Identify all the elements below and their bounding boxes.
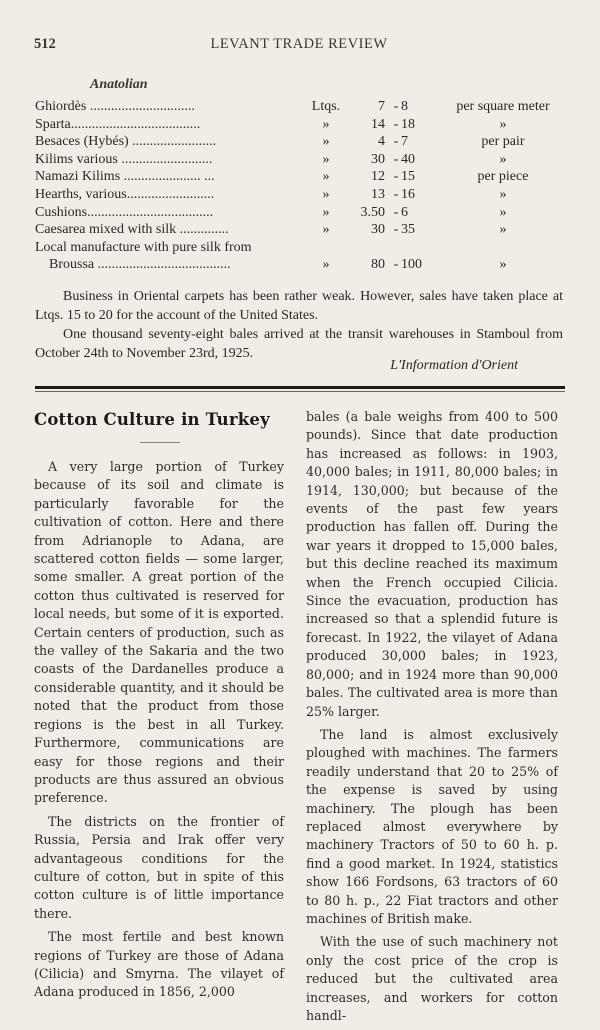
title-underline xyxy=(140,442,180,443)
price-per: » xyxy=(499,222,507,238)
price-low: 12 xyxy=(371,169,385,185)
paragraph: One thousand seventy-eight bales arrived at the transit warehouses in Stamboul from October 24th to November 23rd, 1925. xyxy=(35,327,563,361)
currency-unit: » xyxy=(322,169,330,185)
range-dash: - xyxy=(393,222,399,238)
price-row xyxy=(35,204,565,222)
paragraph: The land is almost exclusively ploughed with machines. The farmers readily understand that 20 to 25% of the expense is saved by using machinery. The plough has been replaced almost everywhere by machinery Tractors of 50 to 60 h. p. find a good market. In 1924, statistics show 166 Fordsons, 63 tractors of 60 to 80 h. p., 22 Fiat tractors and other machines of British make. xyxy=(306,726,558,926)
price-high: 15 xyxy=(401,169,415,185)
range-dash: - xyxy=(393,116,399,132)
price-per: » xyxy=(499,186,507,202)
price-high: 8 xyxy=(401,99,408,114)
currency-unit: » xyxy=(322,204,330,220)
section-divider-thick xyxy=(35,386,565,389)
price-row xyxy=(35,116,565,134)
price-low: 14 xyxy=(371,116,385,132)
paragraph: bales (a bale weighs from 400 to 500 pounds). Since that date production has increased as follows: in 1903, 40,000 bales; in 1911, 80,000 bales; in 1914, 130,000; but because of the events of the past few years production has fallen off. During the war years it dropped to 15,000 bales, but this decline reached its maximum when the French occupied Cilicia. Since the evacuation, production has increased so that a splendid future is forecast. In 1922, the vilayet of Adana produced 30,000 bales; in 1923, 80,000; and in 1924 more than 90,000 bales. The cultivated area is more than 25% larger. xyxy=(306,409,558,719)
price-row xyxy=(35,221,565,239)
article-left-column xyxy=(34,458,284,1007)
paragraph: The most fertile and best known regions of Turkey are those of Adana (Cilicia) and Smyrna. The vilayet of Adana produced in 1856, 2,000 xyxy=(34,929,284,1000)
range-dash: - xyxy=(393,151,399,167)
price-high: 7 xyxy=(401,134,408,150)
item-name: Ghiordès .............................. xyxy=(35,99,195,114)
price-per: » xyxy=(499,257,507,273)
article-title: Cotton Culture in Turkey xyxy=(34,410,270,429)
price-row xyxy=(35,133,565,151)
running-header xyxy=(34,36,564,54)
price-per: » xyxy=(499,116,507,132)
price-high: 100 xyxy=(401,257,422,273)
currency-unit: » xyxy=(322,151,330,167)
paragraph: With the use of such machinery not only the cost price of the crop is reduced but the cultivated area increases, and workers for cotton handl- xyxy=(306,934,558,1023)
price-row xyxy=(35,186,565,204)
market-notes xyxy=(35,287,563,363)
price-high: 35 xyxy=(401,222,415,238)
price-per: per pair xyxy=(481,134,525,150)
item-name: Kilims various .......................... xyxy=(35,151,213,167)
item-name: Local manufacture with pure silk from xyxy=(35,239,252,255)
item-name: Namazi Kilims ...................... ... xyxy=(35,169,215,185)
page-number: 512 xyxy=(34,36,56,52)
range-dash: - xyxy=(393,134,399,150)
currency-unit: » xyxy=(322,222,330,238)
item-name: Hearths, various......................... xyxy=(35,186,215,202)
price-row xyxy=(35,168,565,186)
section-divider-thin xyxy=(35,391,565,392)
price-low: 80 xyxy=(371,257,385,273)
price-row xyxy=(35,239,565,257)
currency-unit: » xyxy=(322,186,330,202)
source-attribution: L'Information d'Orient xyxy=(390,358,518,373)
range-dash: - xyxy=(393,186,399,202)
price-per: per square meter xyxy=(456,99,550,114)
price-table xyxy=(35,98,565,274)
paragraph: A very large portion of Turkey because of its soil and climate is particularly favorable for the cultivation of cotton. Here and there from Adrianople to Adana, are scattered cotton fields — some larger, some smaller. A great portion of the cotton thus cultivated is reserved for local needs, but some of it is exported. Certain centers of production, such as the valley of the Sakaria and the two coasts of the Dardanelles produce a considerable quantity, and it should be noted that the product from those regions is the best in all Turkey. Furthermore, communications are easy for those regions and their products are thus assured an obvious preference. xyxy=(34,459,284,806)
currency-unit: Ltqs. xyxy=(311,99,341,114)
paragraph: Business in Oriental carpets has been rather weak. However, sales have taken place at Ltqs. 15 to 20 for the account of the United States. xyxy=(35,289,563,323)
price-low: 4 xyxy=(378,134,385,150)
currency-unit: » xyxy=(322,116,330,132)
price-per: » xyxy=(499,204,507,220)
range-dash: - xyxy=(393,257,399,273)
price-low: 30 xyxy=(371,222,385,238)
price-high: 6 xyxy=(401,204,408,220)
item-name: Besaces (Hybés) ........................ xyxy=(35,134,217,150)
paragraph: The districts on the frontier of Russia, Persia and Irak offer very advantageous conditions for the culture of cotton, but in spite of this cotton culture is of little importance there. xyxy=(34,813,284,921)
range-dash: - xyxy=(393,204,399,220)
price-row xyxy=(35,256,565,274)
price-high: 40 xyxy=(401,151,415,167)
range-dash: - xyxy=(393,99,399,114)
price-low: 30 xyxy=(371,151,385,167)
price-low: 3.50 xyxy=(360,204,385,220)
item-name: Caesarea mixed with silk .............. xyxy=(35,222,229,238)
currency-unit: » xyxy=(322,257,330,273)
range-dash: - xyxy=(393,169,399,185)
price-row xyxy=(35,151,565,169)
item-name: Broussa ...................................... xyxy=(49,257,231,273)
price-high: 16 xyxy=(401,186,415,202)
price-row xyxy=(35,98,565,116)
price-section-label: Anatolian xyxy=(90,77,148,92)
price-per: per piece xyxy=(477,169,529,185)
price-low: 7 xyxy=(378,99,385,114)
currency-unit: » xyxy=(322,134,330,150)
item-name: Cushions.................................... xyxy=(35,204,214,220)
item-name: Sparta..................................... xyxy=(35,116,201,132)
price-high: 18 xyxy=(401,116,415,132)
journal-title: LEVANT TRADE REVIEW xyxy=(210,36,388,52)
price-per: » xyxy=(499,151,507,167)
price-low: 13 xyxy=(371,186,385,202)
article-right-column xyxy=(306,408,558,1030)
